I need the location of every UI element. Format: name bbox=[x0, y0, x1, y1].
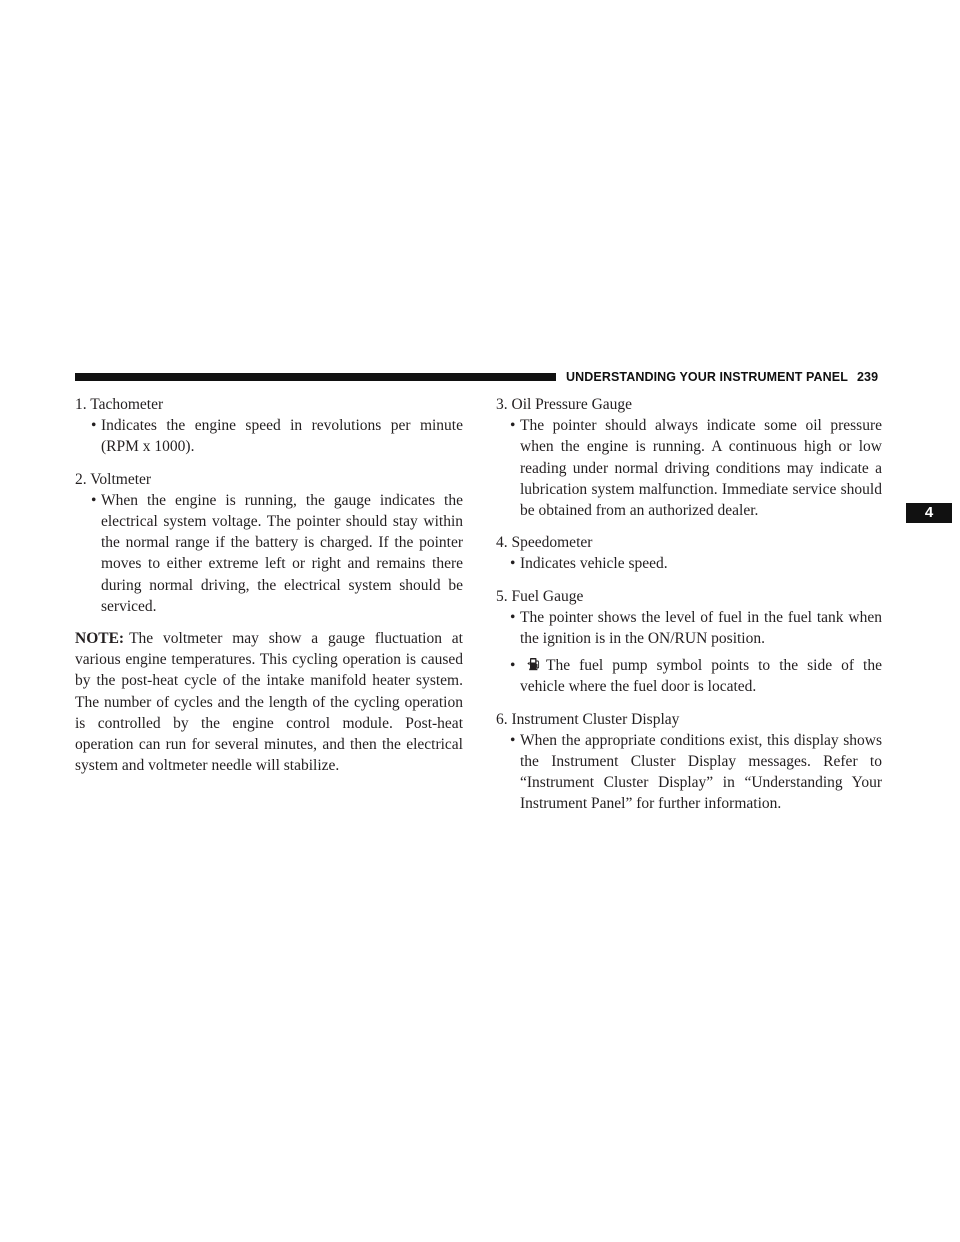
bullet-mark: • bbox=[510, 608, 516, 626]
list-item bbox=[75, 415, 463, 457]
item-title: 5. Fuel Gauge bbox=[496, 587, 584, 605]
fuel-pump-icon bbox=[527, 656, 540, 671]
list-item bbox=[494, 553, 882, 574]
item-title: 2. Voltmeter bbox=[75, 470, 152, 488]
header-rule bbox=[75, 373, 556, 381]
bullet-mark: • bbox=[510, 555, 516, 573]
bullet-mark: • bbox=[91, 491, 97, 509]
left-column bbox=[75, 394, 463, 776]
speedometer-item bbox=[494, 532, 882, 574]
item-title: 3. Oil Pressure Gauge bbox=[496, 396, 633, 413]
oil-pressure-item bbox=[494, 394, 882, 521]
list-item bbox=[75, 490, 463, 617]
item-title: 4. Speedometer bbox=[496, 534, 593, 552]
bullet-text: When the engine is running, the gauge indicates the electrical system voltage. The pointer should stay within the normal range if the battery is charged. If the pointer moves to either extreme left or right and remains there during normal driving, the electrical system should be serviced. bbox=[101, 491, 463, 615]
fuel-gauge-item bbox=[494, 586, 882, 698]
voltmeter-item bbox=[75, 469, 463, 617]
list-item bbox=[494, 415, 882, 521]
list-item bbox=[494, 607, 882, 649]
note-label: NOTE: bbox=[75, 630, 125, 648]
bullet-text: Indicates vehicle speed. bbox=[520, 555, 668, 573]
bullet-text: When the appropriate conditions exist, this display shows the Instrument Cluster Display messages. Refer to “Instrument Cluster Display” in “Understanding Your Instrument Panel” for further information. bbox=[520, 731, 882, 813]
page-number: 239 bbox=[856, 370, 879, 384]
tachometer-item bbox=[75, 394, 463, 458]
running-header bbox=[566, 369, 878, 385]
item-title: 6. Instrument Cluster Display bbox=[496, 710, 680, 728]
list-item bbox=[494, 730, 882, 815]
bullet-text: The pointer should always indicate some oil pressure when the engine is running. A continuous high or low reading under normal driving conditions may indicate a lubrication system malfunction. Immediate service should be obtained from an authorized dealer. bbox=[520, 417, 882, 520]
chapter-tab: 4 bbox=[906, 503, 952, 523]
instrument-cluster-display-item bbox=[494, 709, 882, 815]
note-text: The voltmeter may show a gauge fluctuation at various engine temperatures. This cycling operation is caused by the post-heat cycle of the intake manifold heater system. The number of cycles and the length of the cycling operation is controlled by the engine control module. Post-heat operation can run for several minutes, and then the electrical system and voltmeter needle will stabilize. bbox=[75, 630, 463, 775]
list-item bbox=[494, 655, 882, 697]
bullet-mark: • bbox=[510, 657, 516, 675]
bullet-mark: • bbox=[510, 417, 516, 435]
bullet-mark: • bbox=[91, 417, 97, 435]
section-title: UNDERSTANDING YOUR INSTRUMENT PANEL bbox=[566, 370, 848, 384]
bullet-text: The fuel pump symbol points to the side of the vehicle where the fuel door is located. bbox=[520, 657, 882, 696]
item-title: 1. Tachometer bbox=[75, 396, 164, 413]
bullet-text: The pointer shows the level of fuel in the fuel tank when the ignition is in the ON/RUN position. bbox=[520, 608, 882, 648]
note-paragraph bbox=[75, 628, 463, 776]
right-column bbox=[494, 394, 882, 826]
bullet-mark: • bbox=[510, 731, 516, 749]
bullet-text: Indicates the engine speed in revolutions per minute (RPM x 1000). bbox=[101, 417, 463, 456]
